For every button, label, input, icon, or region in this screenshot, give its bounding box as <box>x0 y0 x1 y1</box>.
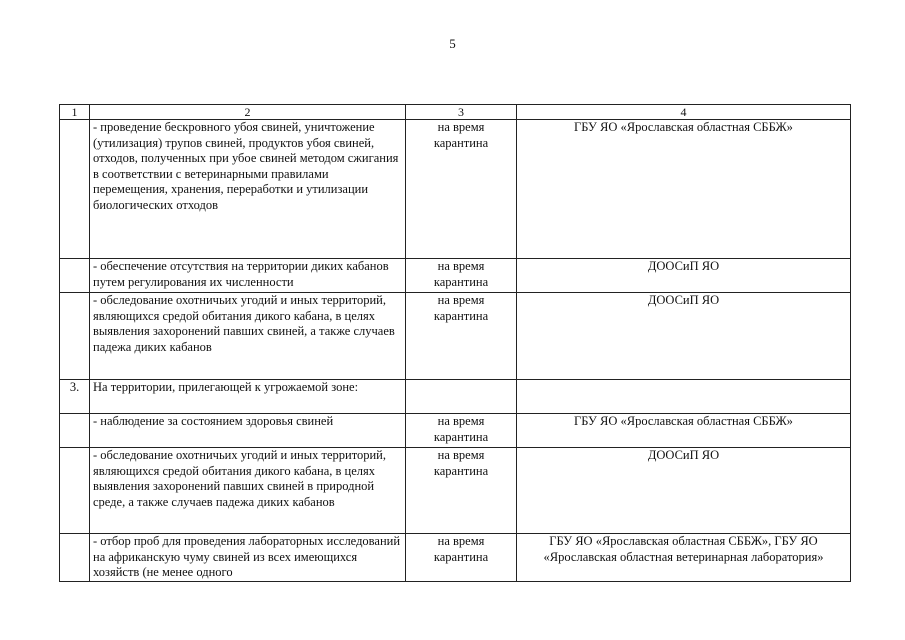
table-row <box>60 534 851 582</box>
measure-cell: - наблюдение за состоянием здоровья свиней <box>90 414 406 448</box>
row-number <box>60 448 90 534</box>
row-number: 3. <box>60 380 90 414</box>
header-cell-4: 4 <box>517 105 851 120</box>
row-number <box>60 293 90 380</box>
header-cell-2: 2 <box>90 105 406 120</box>
table-header-row <box>60 105 851 120</box>
header-cell-3: 3 <box>406 105 517 120</box>
period-cell: на время карантина <box>406 448 517 534</box>
row-number <box>60 120 90 259</box>
row-number <box>60 414 90 448</box>
period-cell: на время карантина <box>406 414 517 448</box>
table-row <box>60 448 851 534</box>
table-row <box>60 120 851 259</box>
measure-cell: - обследование охотничьих угодий и иных территорий, являющихся средой обитания дикого кабана, в целях выявления захоронений павших свиней, а также случаев падежа диких кабанов <box>90 293 406 380</box>
row-number <box>60 534 90 582</box>
period-cell: на время карантина <box>406 534 517 582</box>
measure-cell: - проведение бескровного убоя свиней, уничтожение (утилизация) трупов свиней, продуктов убоя свиней, отходов, полученных при убое свиней методом сжигания в соответствии с ветеринарными правилами перемещения, хранения, переработки и утилизации биологических отходов <box>90 120 406 259</box>
row-number <box>60 259 90 293</box>
table-row <box>60 380 851 414</box>
executor-cell: ГБУ ЯО «Ярославская областная СББЖ» <box>517 120 851 259</box>
period-cell: на время карантина <box>406 293 517 380</box>
executor-cell: ГБУ ЯО «Ярославская областная СББЖ», ГБУ ЯО «Ярославская областная ветеринарная лаборатория» <box>517 534 851 582</box>
executor-cell: ДООСиП ЯО <box>517 293 851 380</box>
header-cell-1: 1 <box>60 105 90 120</box>
measures-table <box>59 104 851 582</box>
table-row <box>60 414 851 448</box>
executor-cell: ДООСиП ЯО <box>517 259 851 293</box>
measure-cell: На территории, прилегающей к угрожаемой зоне: <box>90 380 406 414</box>
page-number: 5 <box>449 36 456 51</box>
measure-cell: - обеспечение отсутствия на территории диких кабанов путем регулирования их численности <box>90 259 406 293</box>
measure-cell: - отбор проб для проведения лабораторных исследований на африканскую чуму свиней из всех имеющихся хозяйств (не менее одного <box>90 534 406 582</box>
executor-cell <box>517 380 851 414</box>
table-row <box>60 259 851 293</box>
executor-cell: ГБУ ЯО «Ярославская областная СББЖ» <box>517 414 851 448</box>
period-cell <box>406 380 517 414</box>
period-cell: на время карантина <box>406 120 517 259</box>
executor-cell: ДООСиП ЯО <box>517 448 851 534</box>
measure-cell: - обследование охотничьих угодий и иных территорий, являющихся средой обитания дикого кабана, в целях выявления захоронений павших свиней в природной среде, а также случаев падежа диких кабанов <box>90 448 406 534</box>
period-cell: на время карантина <box>406 259 517 293</box>
table-row <box>60 293 851 380</box>
